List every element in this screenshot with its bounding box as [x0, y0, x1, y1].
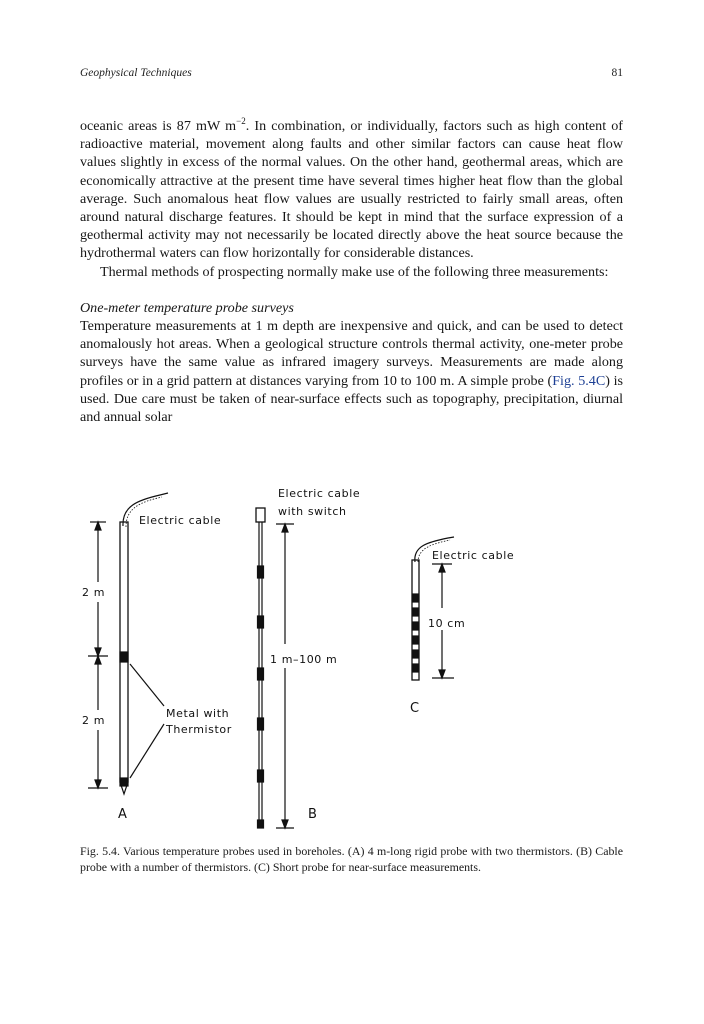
- paragraph-text: Temperature measurements at 1 m depth are inexpensive and quick, and can be used to detect anomalously hot areas. When a geological structure controls thermal activity, one-meter probe surveys have the same value as infrared imagery surveys. Measurements are made along profiles or in a grid pattern at distances varying from 10 to 100 m. A simple probe (: [80, 318, 623, 389]
- probe-a-letter: A: [118, 807, 127, 822]
- thermistor-icon: [258, 668, 264, 680]
- probe-c: [410, 537, 514, 716]
- thermistor-icon: [413, 664, 419, 672]
- page-number: 81: [611, 67, 623, 79]
- exponent: −2: [236, 116, 246, 126]
- arrow-icon: [95, 780, 101, 788]
- running-head: [80, 67, 623, 83]
- thermistor-icon: [258, 566, 264, 578]
- thermistor-icon: [258, 718, 264, 730]
- figure-caption: Fig. 5.4. Various temperature probes used in boreholes. (A) 4 m-long rigid probe with two thermistors. (B) Cable probe with a number of thermistors. (C) Short probe for near-surface measurements.: [80, 844, 623, 874]
- thermistor-icon: [413, 594, 419, 602]
- paragraph-one-meter: [80, 317, 623, 426]
- body-text: [80, 117, 623, 426]
- figure-link[interactable]: Fig. 5.4C: [552, 372, 606, 389]
- switch-icon: [256, 508, 265, 522]
- arrow-icon: [439, 670, 445, 678]
- probe-a: [82, 493, 232, 822]
- thermistor-icon: [413, 636, 419, 644]
- running-title: Geophysical Techniques: [80, 67, 192, 79]
- probe-a-sensor-label: Thermistor: [166, 723, 232, 736]
- probe-b-length: 1 m–100 m: [270, 653, 338, 666]
- probe-a-lower-length: 2 m: [82, 714, 106, 727]
- thermistor-icon: [413, 608, 419, 616]
- arrow-icon: [282, 524, 288, 532]
- probe-b-cable-label: Electric cable: [278, 487, 361, 500]
- paragraph-text: oceanic areas is 87 mW m: [80, 118, 237, 134]
- probe-a-upper-length: 2 m: [82, 586, 106, 599]
- paragraph-text: ) is used. Due care must be taken of near-surface effects such as topography, precipitation, diurnal and annual solar: [80, 372, 623, 426]
- arrow-icon: [282, 820, 288, 828]
- arrow-icon: [95, 522, 101, 530]
- thermistor-icon: [258, 770, 264, 782]
- probe-a-sensor-label: Metal with: [166, 707, 230, 720]
- probe-b-letter: B: [308, 807, 317, 822]
- thermistor-icon: [120, 652, 128, 662]
- thermistor-icon: [258, 616, 264, 628]
- probe-b-cable-label: with switch: [278, 505, 347, 518]
- probe-diagram: [80, 484, 550, 834]
- paragraph-heat-flow: [80, 117, 623, 263]
- section-heading: One-meter temperature probe surveys: [80, 299, 294, 316]
- thermistor-icon: [413, 650, 419, 658]
- thermistor-icon: [120, 778, 128, 786]
- probe-c-length: 10 cm: [428, 617, 466, 630]
- leader-line: [130, 724, 164, 778]
- arrow-icon: [95, 656, 101, 664]
- arrow-icon: [439, 564, 445, 572]
- thermistor-icon: [258, 820, 264, 828]
- paragraph-methods: Thermal methods of prospecting normally make use of the following three measurements:: [100, 263, 609, 280]
- thermistor-icon: [413, 622, 419, 630]
- paragraph-text: . In combination, or individually, factors such as high content of radioactive material, movement along faults and other similar factors can cause heat flow values slightly in excess of the normal values. On the other hand, geothermal areas, which are economically attractive at the present time have several times higher heat flow than the global average. Such anomalous heat flow values are usually restricted to fairly small areas, often around natural discharge features. It should be kept in mind that the surface expression of a geothermal activity may not necessarily be located directly above the heat source because the hydrothermal waters can flow horizontally for considerable distances.: [80, 118, 624, 262]
- probe-c-rod: [412, 560, 419, 680]
- probe-a-cable-label: Electric cable: [139, 514, 222, 527]
- figure-temperature-probes: [80, 484, 550, 834]
- leader-line: [130, 664, 164, 706]
- probe-b: [256, 487, 360, 828]
- probe-c-cable-label: Electric cable: [432, 549, 515, 562]
- probe-c-letter: C: [410, 701, 420, 716]
